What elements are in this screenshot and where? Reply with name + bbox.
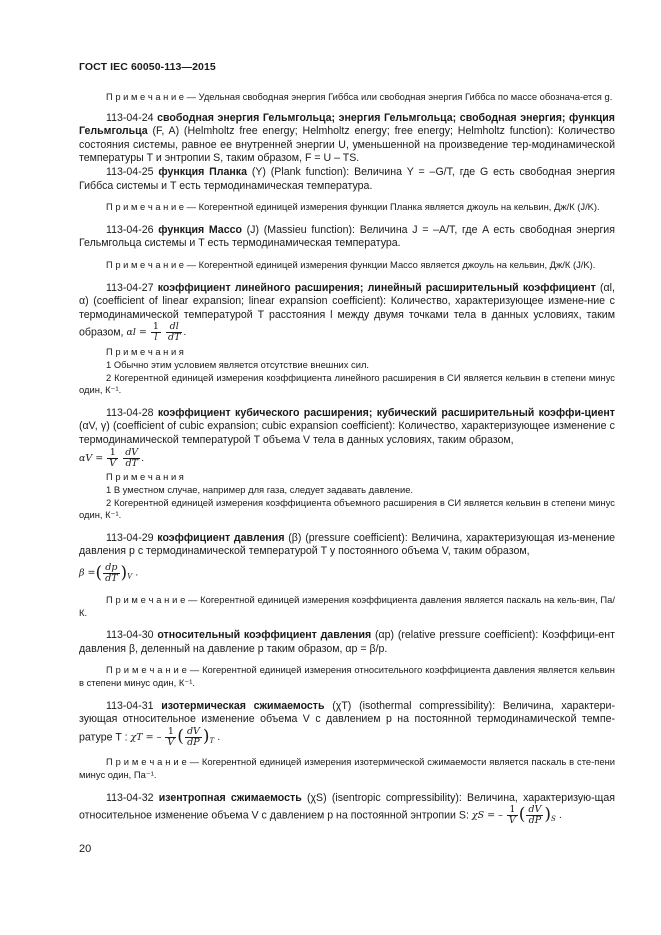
note-label: П р и м е ч а н и е (106, 594, 186, 606)
notes-label: П р и м е ч а н и я (106, 471, 184, 483)
entry-number: 113-04-27 (106, 281, 154, 294)
notes-linear-expansion (79, 346, 615, 396)
entry-definition: Количество, характеризующее измене-ние с термодинамической температурой T расстояния l между двумя точками тела в данных условиях, таким образом, (79, 295, 615, 339)
entry-english: (coefficient of linear expansion; linear expansion coefficient): (93, 295, 387, 308)
entry-english: (Plank function): (270, 165, 350, 178)
note-item: 2 Когерентной единицей измерения коэффициента линейного расширения в СИ является кельвин в степени минус один, К⁻¹. (79, 371, 615, 396)
entry-113-04-25 (79, 166, 615, 193)
entry-number: 113-04-29 (106, 531, 154, 544)
fraction (166, 322, 182, 343)
entry-definition: Величина J = –A/T, где A есть свободная энергия Гельмгольца системы и T есть термодинамическая температура. (79, 223, 615, 250)
note-text: — Когерентной единицей измерения относительного коэффициента давления является кельвин в степени минус один, К⁻¹. (79, 664, 615, 688)
entry-number: 113-04-30 (106, 629, 154, 642)
entry-english: (Helmholtz free energy; Helmholtz energy; free energy; Helmholtz function): (183, 125, 554, 138)
entry-113-04-31 (79, 700, 615, 749)
entry-symbol: (αl, α) (79, 281, 615, 308)
fraction (107, 448, 118, 469)
fraction (507, 805, 518, 826)
entry-english: (Massieu function): (263, 223, 355, 236)
note-label: П р и м е ч а н и е (106, 201, 185, 213)
note-item: 1 Обычно этим условием является отсутствие внешних сил. (106, 358, 370, 370)
entry-definition: Величина, характеризую-щая относительное изменение объема V с давлением p на постоянной энтропии S: (79, 791, 615, 822)
entry-term: свободная энергия Гельмгольца; энергия Гельмгольца; свободная энергия; функция Гельмгольца (79, 111, 615, 138)
note-text: — Когерентной единицей измерения функции Массо является джоуль на кельвин, Дж/К (J/K). (186, 258, 596, 270)
note-label: П р и м е ч а н и е (106, 258, 185, 270)
note-text: — Удельная свободная энергия Гиббса или свободная энергия Гиббса по массе обознача-ется g. (186, 91, 613, 102)
note-item: 2 Когерентной единицей измерения коэффициента объемного расширения в СИ является кельвин в степени минус один, К⁻¹. (79, 496, 615, 521)
subscript: S (551, 815, 556, 824)
entry-symbol: (αp) (374, 629, 395, 642)
fraction (151, 322, 161, 343)
entry-definition: Количество состояния системы, равное ее внутренней энергии U, уменьшенной на произведение тер-модинамической температуры T и энтропии S, таким образом, F = U – TS. (79, 125, 615, 165)
entry-term: относительный коэффициент давления (157, 629, 372, 642)
formula-lhs: αV = (79, 453, 104, 465)
note-isothermal (79, 756, 615, 781)
fraction-numerator: dV (186, 725, 200, 737)
formula-isothermal: χT = – $\frac{1}{V}$ ( $\frac{dV}{dP}$ )$_T$ . (130, 725, 221, 748)
document-body (79, 91, 615, 827)
notes-label: П р и м е ч а н и я (106, 346, 184, 358)
formula-lhs: β = (79, 567, 96, 579)
entry-definition: Количество, характеризующее изменение с термодинамической температурой T объема V тела в данных условиях, таким образом, (79, 420, 615, 446)
fraction (526, 805, 543, 826)
entry-113-04-30 (79, 629, 615, 656)
subscript: T (209, 736, 215, 745)
fraction-denominator: dP (528, 815, 542, 827)
entry-number: 113-04-32 (106, 791, 154, 804)
fraction-numerator: dp (103, 563, 119, 574)
formula-pressure-coefficient: β =( $\frac{dp}{dT}$ )$_V$ . (79, 561, 139, 584)
entry-113-04-27 (79, 282, 615, 344)
entry-113-04-28 (79, 407, 615, 448)
note-text: — Когерентной единицей измерения функции Планка является джоуль на кельвин, Дж/К (J/K). (186, 201, 600, 213)
page-number: 20 (79, 843, 92, 855)
entry-term: коэффициент кубического расширения; кубический расширительный коэффи-циент (157, 406, 615, 419)
entry-english: (isentropic compressibility): (331, 791, 462, 804)
fraction-denominator: dT (105, 572, 118, 584)
entry-symbol: (χS) (306, 791, 327, 804)
entry-symbol: (F, A) (152, 125, 180, 138)
entry-definition: Величина Y = –G/T, где G есть свободная энергия Гиббса системы и T есть термодинамическая температура. (79, 165, 615, 192)
fraction-numerator: 1 (165, 727, 176, 738)
fraction (185, 727, 202, 748)
fraction-numerator: dV (528, 804, 542, 816)
entry-english: (isothermal compressibility): (359, 699, 496, 712)
entry-symbol: (αV, γ) (79, 420, 110, 433)
formula-lhs: αl = (126, 327, 147, 339)
entry-term: изотермическая сжимаемость (161, 699, 325, 712)
note-massieu (79, 259, 615, 272)
entry-term: функция Массо (158, 223, 242, 236)
fraction-denominator: l (154, 332, 158, 344)
formula-isentropic: χS = – $\frac{1}{V}$ ( $\frac{dV}{dP}$ )$_S$ . (471, 804, 562, 827)
entry-113-04-32 (79, 792, 615, 827)
subscript: V (127, 572, 133, 581)
entry-definition: Величина, характери-зующая относительное изменение объема V с давлением p на постоянной термодинамической темпе-ратуре T : (79, 699, 615, 744)
entry-number: 113-04-24 (106, 111, 154, 124)
fraction-denominator: dT (125, 458, 138, 470)
entry-113-04-26 (79, 224, 615, 251)
entry-number: 113-04-31 (106, 699, 154, 712)
fraction-numerator: 1 (107, 448, 118, 459)
fraction (103, 563, 119, 584)
fraction-denominator: dP (187, 736, 200, 748)
note-planck (79, 201, 615, 214)
fraction (165, 727, 176, 748)
entry-number: 113-04-25 (106, 165, 154, 178)
standard-header: ГОСТ IEC 60050-113—2015 (79, 61, 216, 73)
note-text: — Когерентной единицей измерения изотермической сжимаемости является паскаль в сте-пени минус один, Па⁻¹. (79, 756, 615, 780)
note-text: — Когерентной единицей измерения коэффициента давления является паскаль на кель-вин, Па/К. (79, 594, 615, 618)
entry-term: изентропная сжимаемость (158, 791, 302, 804)
entry-113-04-24 (79, 112, 615, 166)
formula-lhs: χS = – (471, 810, 503, 822)
fraction-denominator: V (508, 815, 516, 827)
entry-symbol: (χT) (332, 699, 352, 712)
fraction (123, 448, 140, 469)
fraction-numerator: dV (125, 447, 139, 459)
entry-symbol: (Y) (251, 165, 266, 178)
fraction-denominator: V (109, 458, 117, 470)
note-pressure-coefficient (79, 594, 615, 619)
note-gibbs (79, 91, 615, 104)
fraction-numerator: dl (166, 322, 182, 333)
entry-113-04-29 (79, 532, 615, 559)
fraction-denominator: dT (167, 332, 181, 344)
entry-symbol: (J) (246, 223, 260, 236)
note-item: 1 В уместном случае, например для газа, следует задавать давление. (106, 484, 414, 496)
formula-lhs: χT = – (130, 731, 162, 743)
entry-english: (pressure coefficient): (305, 531, 408, 544)
entry-term: коэффициент давления (157, 531, 285, 544)
formula-linear-expansion: αl = $\frac{1}{l}$ $\frac{dl}{dT}$ . (126, 321, 187, 344)
entry-number: 113-04-26 (106, 223, 154, 236)
entry-term: функция Планка (158, 165, 247, 178)
formula-cubic-expansion: αV = $\frac{1}{V}$ $\frac{dV}{dT}$ . (79, 447, 145, 470)
fraction-numerator: 1 (507, 805, 518, 816)
entry-definition: Коэффици-ент давления β, деленный на давление p таким образом, αp = β/p. (79, 629, 616, 655)
notes-cubic-expansion (79, 471, 615, 521)
entry-number: 113-04-28 (106, 406, 154, 419)
note-label: П р и м е ч а н и е (106, 91, 185, 102)
entry-symbol: (β) (288, 531, 302, 544)
entry-term: коэффициент линейного расширения; линейный расширительный коэффициент (157, 281, 596, 294)
entry-definition: Величина, характеризующая из-менение давления p с термодинамической температурой T у постоянного объема V, таким образом, (79, 531, 616, 558)
note-label: П р и м е ч а н и е (106, 664, 187, 676)
entry-english: (coefficient of cubic expansion; cubic expansion coefficient): (112, 420, 396, 433)
note-relative-pressure (79, 664, 615, 689)
fraction-denominator: V (167, 736, 175, 748)
fraction-numerator: 1 (152, 321, 159, 333)
entry-english: (relative pressure coefficient): (397, 629, 539, 642)
note-label: П р и м е ч а н и е (106, 756, 187, 768)
